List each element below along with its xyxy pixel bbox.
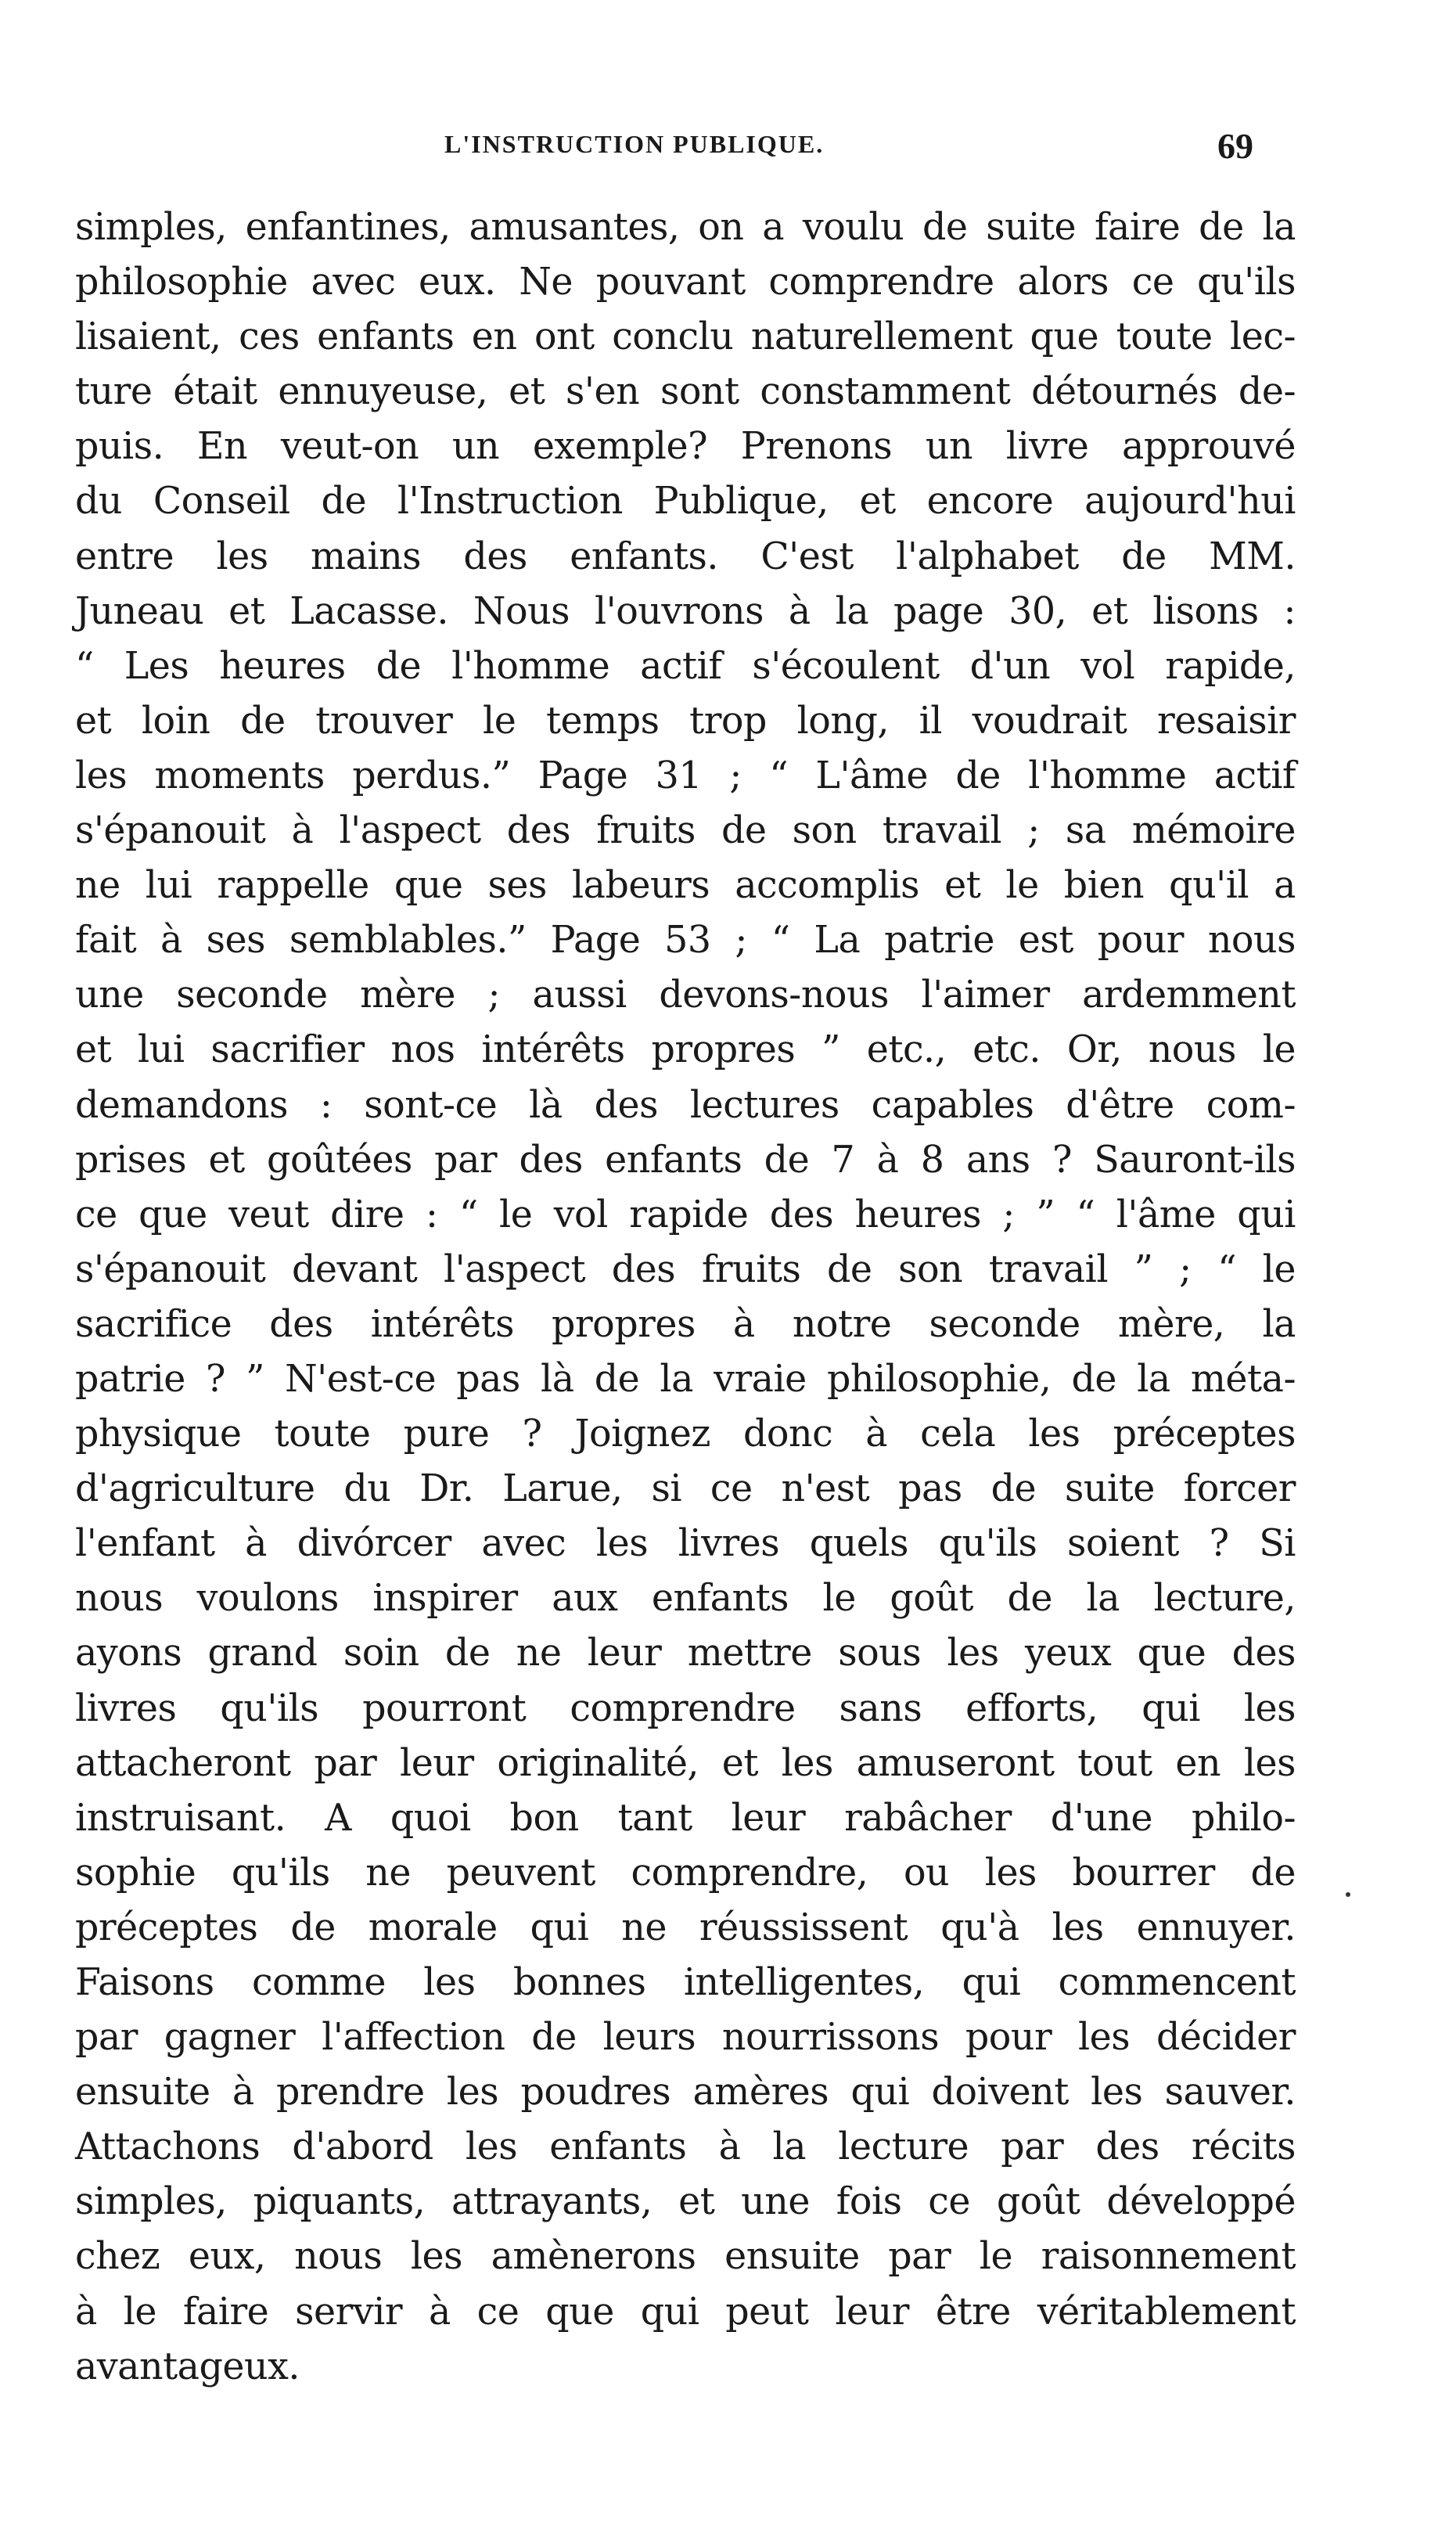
text-line: du Conseil de l'Instruction Publique, et encore aujourd'hui: [75, 480, 1296, 524]
text-line: et loin de trouver le temps trop long, il voudrait resaisir: [75, 699, 1296, 743]
text-line: instruisant. A quoi bon tant leur rabâcher d'une philo-: [75, 1796, 1296, 1840]
body-text: [75, 200, 1296, 2395]
text-line: sophie qu'ils ne peuvent comprendre, ou les bourrer de: [75, 1851, 1296, 1895]
text-line: chez eux, nous les amènerons ensuite par le raisonnement: [75, 2235, 1296, 2279]
text-line: ce que veut dire : “ le vol rapide des heures ; ” “ l'âme qui: [75, 1193, 1296, 1236]
text-line: physique toute pure ? Joignez donc à cela les préceptes: [75, 1412, 1296, 1456]
text-line: Attachons d'abord les enfants à la lecture par des récits: [75, 2125, 1296, 2169]
text-line: les moments perdus.” Page 31 ; “ L'âme de l'homme actif: [75, 754, 1296, 797]
text-line: puis. En veut-on un exemple? Prenons un livre approuvé: [75, 425, 1296, 469]
text-line: ture était ennuyeuse, et s'en sont constamment détournés de-: [75, 370, 1296, 414]
text-line: Juneau et Lacasse. Nous l'ouvrons à la page 30, et lisons :: [75, 589, 1296, 633]
text-line: nous voulons inspirer aux enfants le goût de la lecture,: [75, 1577, 1296, 1621]
text-line: ensuite à prendre les poudres amères qui doivent les sauver.: [75, 2071, 1296, 2114]
text-line: prises et goûtées par des enfants de 7 à 8 ans ? Sauront-ils: [75, 1138, 1296, 1182]
text-line: ayons grand soin de ne leur mettre sous les yeux que des: [75, 1632, 1296, 1675]
text-line: Faisons comme les bonnes intelligentes, qui commencent: [75, 1961, 1296, 2004]
text-line: fait à ses semblables.” Page 53 ; “ La patrie est pour nous: [75, 919, 1296, 963]
text-line: “ Les heures de l'homme actif s'écoulent d'un vol rapide,: [75, 644, 1296, 688]
text-line: ne lui rappelle que ses labeurs accomplis et le bien qu'il a: [75, 864, 1296, 908]
text-line: à le faire servir à ce que qui peut leur être véritablement: [75, 2290, 1296, 2334]
text-line: préceptes de morale qui ne réussissent qu'à les ennuyer.: [75, 1905, 1296, 1949]
text-line: entre les mains des enfants. C'est l'alphabet de MM.: [75, 534, 1296, 578]
text-line-last: avantageux.: [75, 2344, 300, 2388]
text-line: lisaient, ces enfants en ont conclu naturellement que toute lec-: [75, 315, 1296, 359]
text-line: philosophie avec eux. Ne pouvant comprendre alors ce qu'ils: [75, 261, 1296, 304]
running-header-title: L'INSTRUCTION PUBLIQUE.: [444, 130, 825, 158]
text-line: s'épanouit à l'aspect des fruits de son travail ; sa mémoire: [75, 809, 1296, 853]
text-line: s'épanouit devant l'aspect des fruits de son travail ” ; “ le: [75, 1247, 1296, 1291]
page-number: 69: [1217, 126, 1253, 166]
text-line: une seconde mère ; aussi devons-nous l'aimer ardemment: [75, 973, 1296, 1017]
text-line: patrie ? ” N'est-ce pas là de la vraie philosophie, de la méta-: [75, 1357, 1296, 1401]
text-line: simples, enfantines, amusantes, on a voulu de suite faire de la: [75, 206, 1296, 249]
running-header: [0, 125, 1456, 172]
text-line: demandons : sont-ce là des lectures capables d'être com-: [75, 1083, 1296, 1127]
text-line: d'agriculture du Dr. Larue, si ce n'est pas de suite forcer: [75, 1467, 1296, 1511]
text-line: et lui sacrifier nos intérêts propres ” etc., etc. Or, nous le: [75, 1028, 1296, 1072]
text-line: attacheront par leur originalité, et les amuseront tout en les: [75, 1741, 1296, 1785]
text-line: par gagner l'affection de leurs nourrissons pour les décider: [75, 2016, 1296, 2060]
text-line: sacrifice des intérêts propres à notre seconde mère, la: [75, 1302, 1296, 1346]
text-line: livres qu'ils pourront comprendre sans efforts, qui les: [75, 1686, 1296, 1730]
ink-speck: [1346, 1892, 1350, 1897]
text-line: l'enfant à divórcer avec les livres quels qu'ils soient ? Si: [75, 1522, 1296, 1566]
text-line: simples, piquants, attrayants, et une fois ce goût développé: [75, 2180, 1296, 2224]
